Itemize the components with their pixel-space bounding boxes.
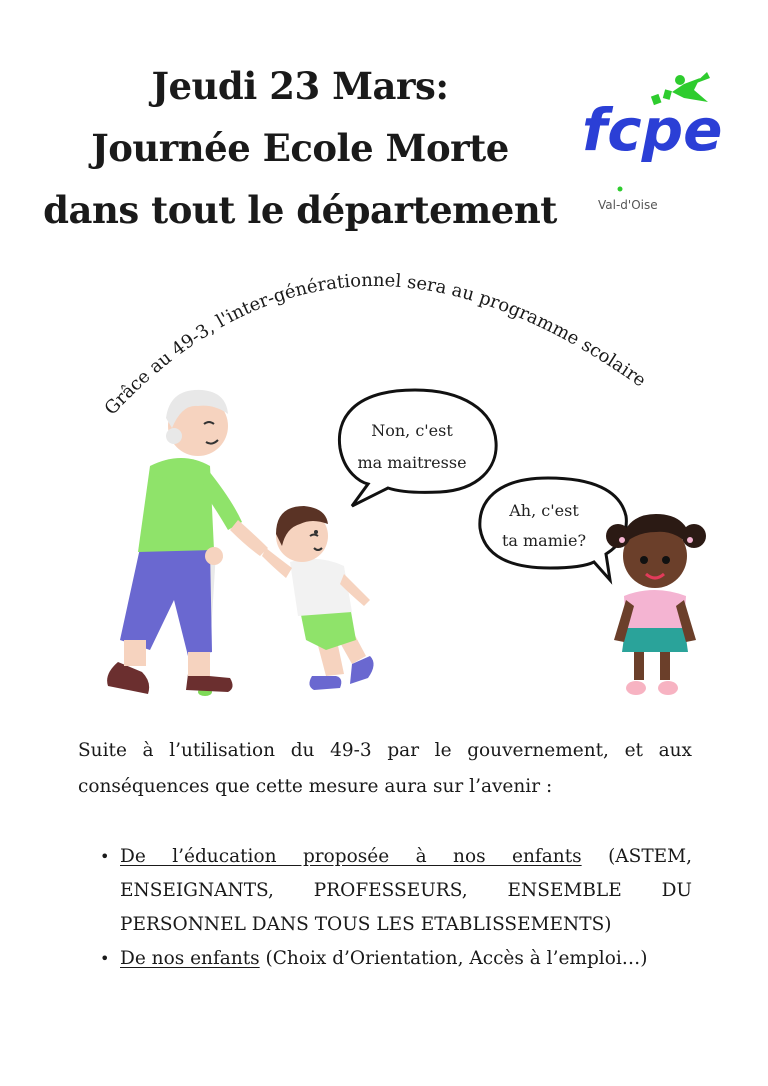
list-item <box>100 942 692 976</box>
grandmother-figure <box>107 390 268 696</box>
bullet-icon: • <box>100 949 110 968</box>
list-item-underlined: De nos enfants <box>120 948 260 969</box>
title-line-scope: dans tout le département <box>43 188 557 232</box>
title-line-event: Journée Ecole Morte <box>91 126 509 170</box>
speech-bubble-right <box>480 478 627 580</box>
girl-figure <box>606 514 706 695</box>
arc-caption: Grâce au 49-3, l'inter-générationnel sera au programme scolaire <box>100 269 650 420</box>
speech-bubble-left <box>339 390 496 506</box>
demands-list <box>100 840 692 976</box>
title-line-date: Jeudi 23 Mars: <box>151 64 449 108</box>
bubble-right-line1: Ah, c'est <box>509 501 579 520</box>
list-item-rest: (ASTEM, ENSEIGNANTS, PROFESSEURS, ENSEMBLE DU PERSONNEL DANS TOUS LES ETABLISSEMENTS) <box>120 846 692 935</box>
bubble-right-line2: ta mamie? <box>501 531 587 550</box>
boy-figure <box>262 506 374 690</box>
bubble-left-line1: Non, c'est <box>371 421 453 440</box>
list-item <box>100 840 692 942</box>
list-item-rest: (Choix d’Orientation, Accès à l’emploi…) <box>259 948 648 969</box>
logo-wordmark: fcpe <box>582 96 723 164</box>
bullet-icon: • <box>100 847 110 866</box>
logo-region: Val-d'Oise <box>598 198 658 212</box>
intro-paragraph: Suite à l’utilisation du 49-3 par le gouvernement, et aux conséquences que cette mesure aura sur l’avenir : <box>78 740 692 797</box>
list-item-underlined: De l’éducation proposée à nos enfants <box>120 846 582 867</box>
illustration <box>0 370 768 710</box>
bubble-left-line2: ma maitresse <box>357 453 467 472</box>
